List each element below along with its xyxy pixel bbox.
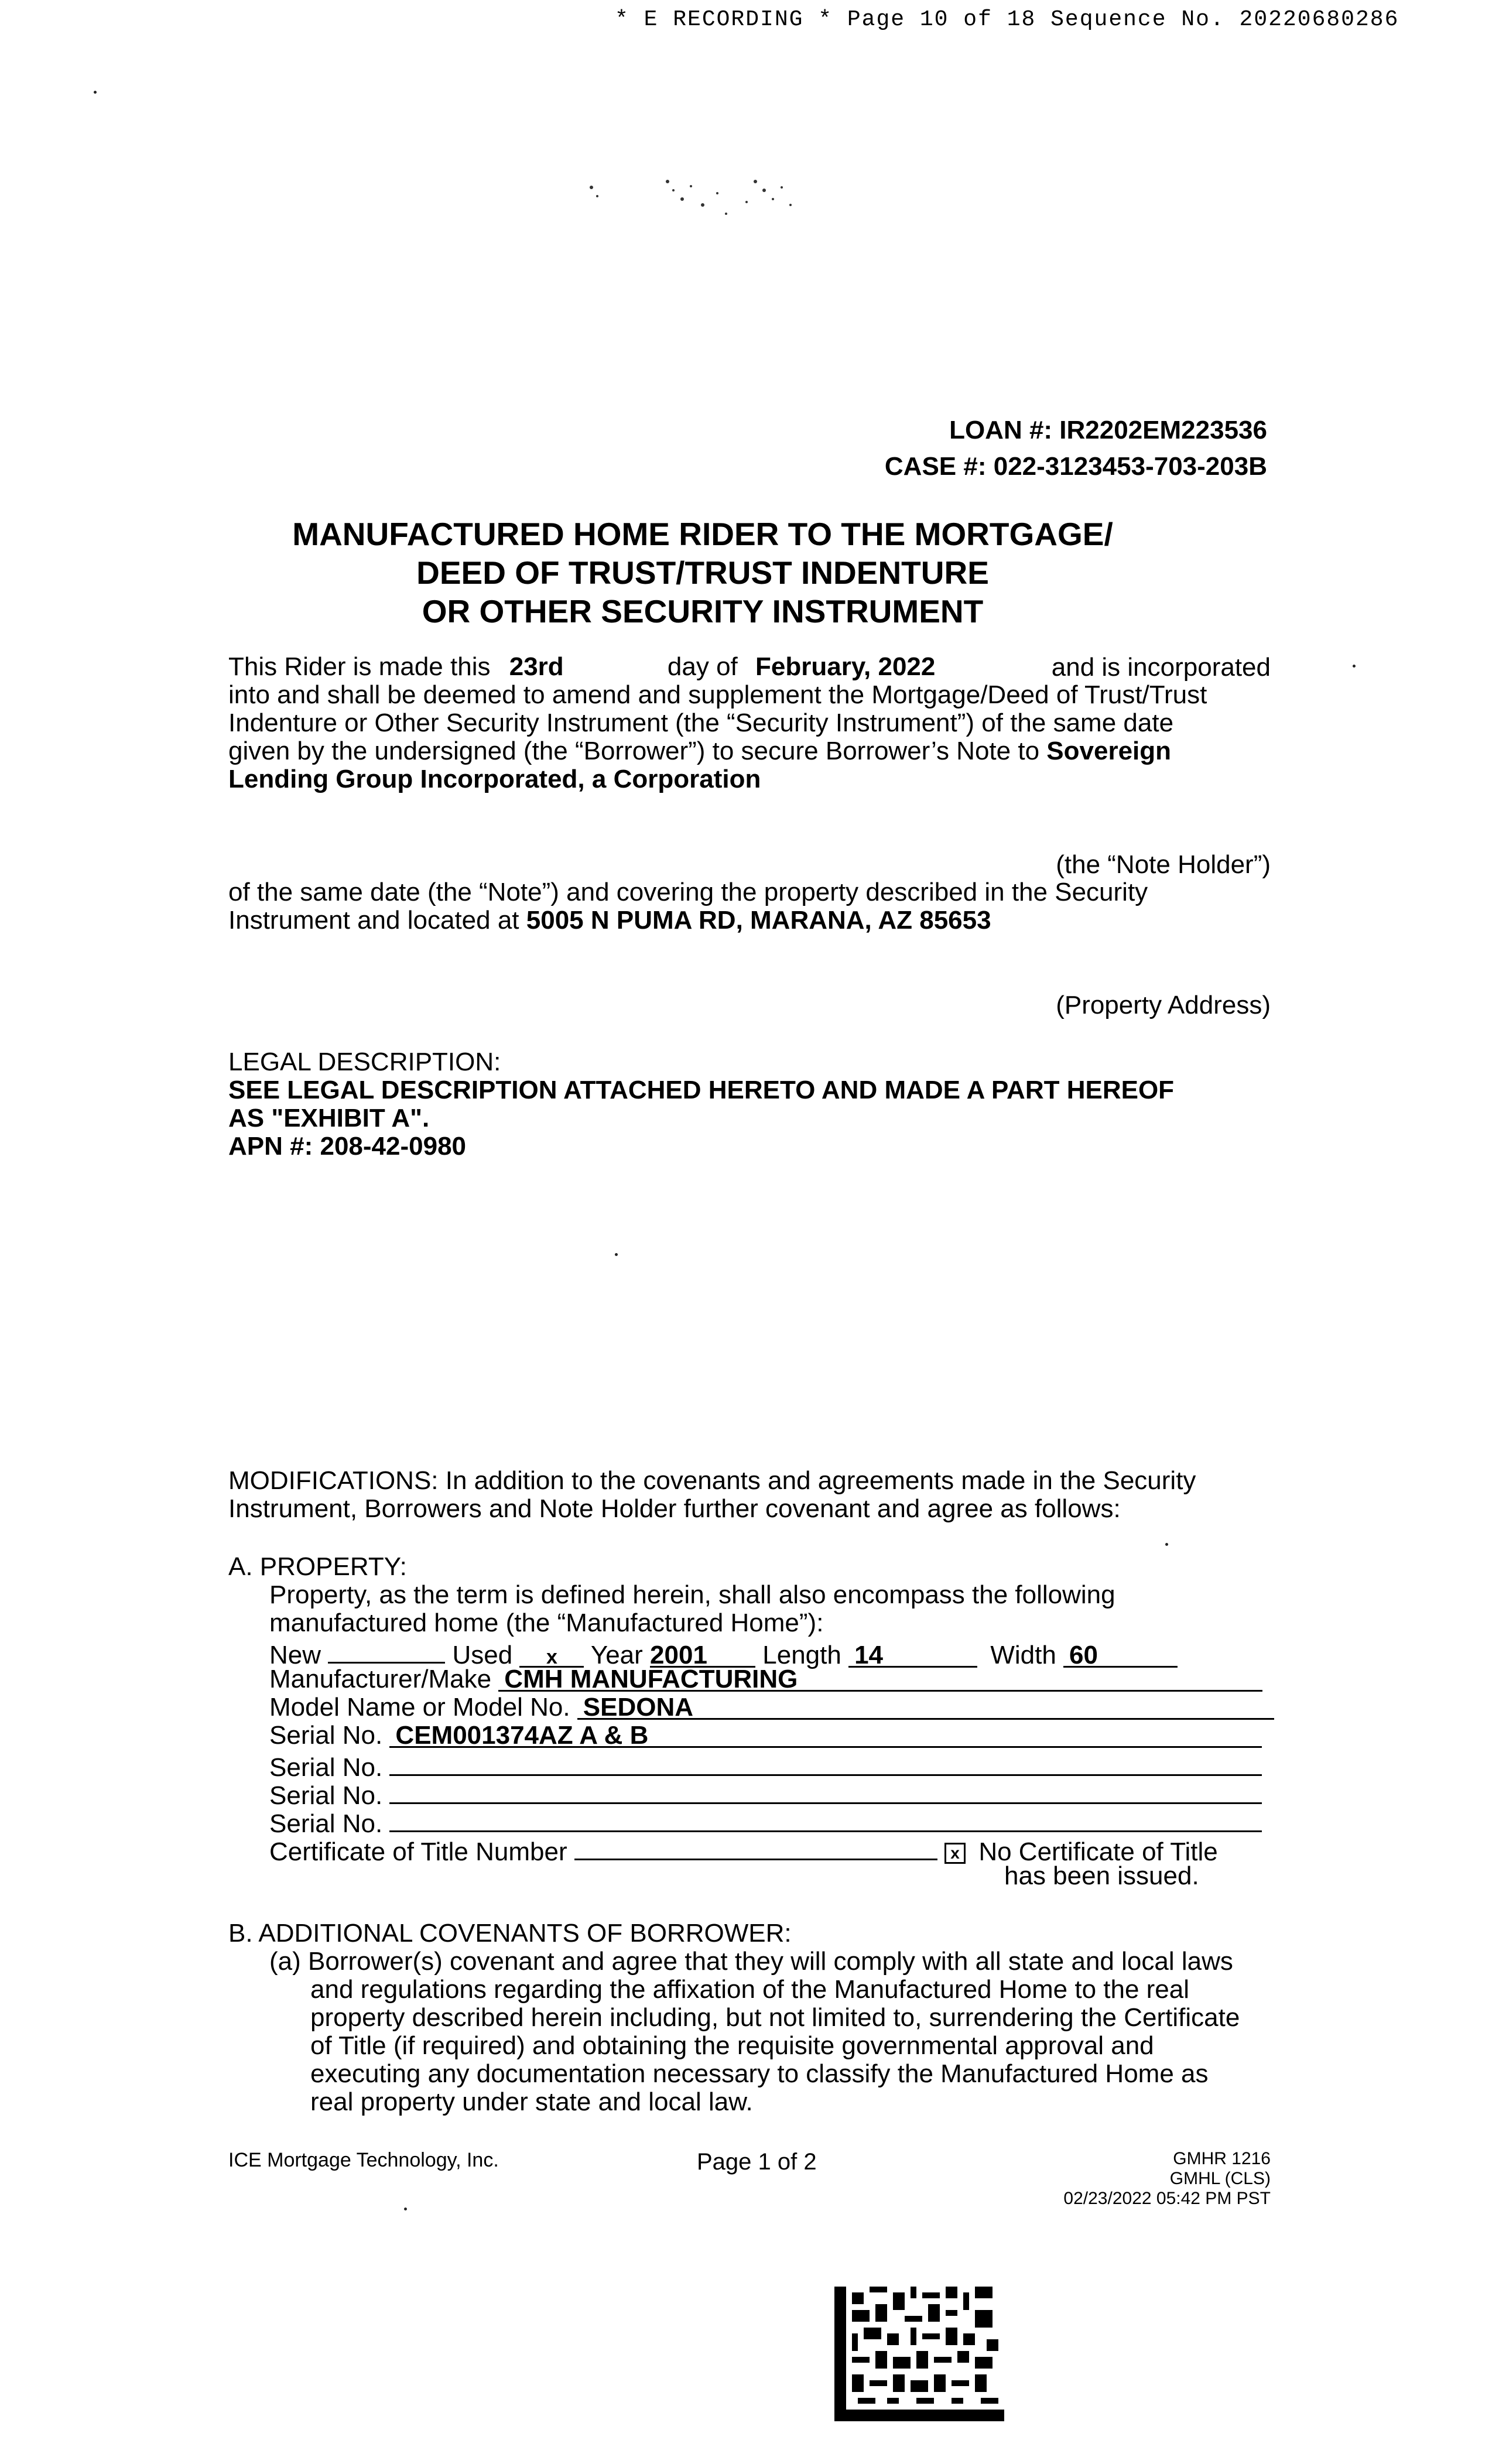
footer-page: Page 1 of 2	[697, 2149, 817, 2175]
legal-line1: SEE LEGAL DESCRIPTION ATTACHED HERETO AND MADE A PART HEREOF	[228, 1076, 1175, 1104]
serial-row-3	[269, 1778, 1262, 1810]
width-value: 60	[1063, 1641, 1178, 1668]
new-label: New	[269, 1641, 321, 1669]
form-timestamp: 02/23/2022 05:42 PM PST	[1063, 2189, 1271, 2208]
intro-line4-text: given by the undersigned (the “Borrower”) to secure Borrower’s Note to	[228, 737, 1040, 765]
apn-number: APN #: 208-42-0980	[228, 1132, 467, 1161]
intro-line2: into and shall be deemed to amend and supplement the Mortgage/Deed of Trust/Trust	[228, 680, 1207, 709]
lender-name-a: Sovereign	[1046, 737, 1172, 765]
property-address-label: (Property Address)	[1056, 991, 1271, 1019]
section-b-line5: executing any documentation necessary to classify the Manufactured Home as	[310, 2059, 1209, 2088]
model-row	[269, 1693, 1274, 1722]
loan-number: LOAN #: IR2202EM223536	[949, 416, 1267, 444]
intro-line4	[228, 737, 1171, 765]
scan-speck	[94, 91, 97, 94]
serial-label-4: Serial No.	[269, 1809, 383, 1838]
note-line1: of the same date (the “Note”) and covering the property described in the Security	[228, 878, 1148, 906]
no-certificate-label: No Certificate of Title	[978, 1837, 1218, 1866]
legal-heading: LEGAL DESCRIPTION:	[228, 1048, 501, 1076]
section-a-line1: Property, as the term is defined herein, shall also encompass the following	[269, 1580, 1115, 1609]
section-b-line3: property described herein including, but not limited to, surrendering the Certificate	[310, 2003, 1240, 2032]
model-label: Model Name or Model No.	[269, 1693, 570, 1722]
manufacturer-value: CMH MANUFACTURING	[498, 1665, 1262, 1692]
serial-field-3	[389, 1778, 1262, 1804]
serial-value-1: CEM001374AZ A & B	[389, 1722, 1262, 1748]
rider-day: 23rd	[509, 652, 564, 681]
section-b-line2: and regulations regarding the affixation of the Manufactured Home to the real	[310, 1975, 1190, 2004]
document-title-line3: OR OTHER SECURITY INSTRUMENT	[422, 593, 984, 629]
used-label: Used	[452, 1641, 513, 1669]
note-line2	[228, 906, 991, 935]
serial-row-4	[269, 1806, 1262, 1838]
no-certificate-checkbox[interactable]: x	[944, 1843, 966, 1864]
modifications-line1: MODIFICATIONS: In addition to the covenants and agreements made in the Security	[228, 1466, 1196, 1495]
manufacturer-row	[269, 1665, 1262, 1693]
width-label: Width	[990, 1641, 1056, 1669]
year-value: 2001	[650, 1641, 755, 1668]
section-b-line4: of Title (if required) and obtaining the requisite governmental approval and	[310, 2031, 1154, 2060]
serial-field-2	[389, 1750, 1262, 1776]
property-address: 5005 N PUMA RD, MARANA, AZ 85653	[526, 906, 991, 935]
recording-stamp: * E RECORDING * Page 10 of 18 Sequence No. 20220680286	[615, 7, 1399, 32]
legal-line2: AS "EXHIBIT A".	[228, 1104, 430, 1132]
intro-line1	[228, 653, 935, 681]
document-title-line1: MANUFACTURED HOME RIDER TO THE MORTGAGE/	[292, 516, 1113, 552]
serial-field-4	[389, 1806, 1262, 1832]
serial-label-2: Serial No.	[269, 1753, 383, 1782]
section-a-line2: manufactured home (the “Manufactured Home”):	[269, 1609, 824, 1637]
scan-speck	[404, 2208, 407, 2210]
lender-name-b: Lending Group Incorporated, a Corporation	[228, 765, 761, 793]
note-holder-label: (the “Note Holder”)	[1056, 850, 1271, 879]
intro-line3: Indenture or Other Security Instrument (the “Security Instrument”) of the same date	[228, 709, 1174, 737]
scan-speck	[1165, 1543, 1168, 1546]
year-label: Year	[590, 1641, 643, 1669]
scan-noise	[580, 170, 843, 240]
model-value: SEDONA	[577, 1693, 1274, 1720]
case-number: CASE #: 022-3123453-703-203B	[884, 452, 1267, 481]
length-label: Length	[762, 1641, 841, 1669]
note-line2-text: Instrument and located at	[228, 906, 519, 935]
serial-row-2	[269, 1750, 1262, 1782]
scan-speck	[1353, 665, 1356, 668]
form-code-1: GMHR 1216	[1173, 2149, 1271, 2168]
manufacturer-label: Manufacturer/Make	[269, 1665, 492, 1693]
serial-label-1: Serial No.	[269, 1721, 383, 1750]
section-b-line1: (a) Borrower(s) covenant and agree that they will comply with all state and local laws	[269, 1947, 1233, 1976]
footer-form-code	[1063, 2149, 1271, 2209]
used-field	[519, 1641, 584, 1668]
section-b-line6: real property under state and local law.	[310, 2087, 753, 2116]
form-code-2: GMHL (CLS)	[1169, 2169, 1271, 2188]
section-a-heading: A. PROPERTY:	[228, 1552, 407, 1581]
modifications-line2: Instrument, Borrowers and Note Holder further covenant and agree as follows:	[228, 1494, 1121, 1523]
scan-speck	[615, 1253, 618, 1256]
serial-label-3: Serial No.	[269, 1781, 383, 1810]
new-field	[328, 1637, 445, 1664]
length-value: 14	[848, 1641, 977, 1668]
intro-text-c: and is incorporated	[1051, 653, 1271, 682]
barcode-icon	[834, 2287, 1004, 2421]
document-title-line2: DEED OF TRUST/TRUST INDENTURE	[416, 555, 989, 591]
used-mark: x	[546, 1646, 557, 1668]
intro-text-a: This Rider is made this	[228, 652, 491, 681]
certificate-field	[574, 1834, 937, 1860]
footer-company: ICE Mortgage Technology, Inc.	[228, 2149, 499, 2171]
section-b-heading: B. ADDITIONAL COVENANTS OF BORROWER:	[228, 1919, 792, 1948]
certificate-label: Certificate of Title Number	[269, 1837, 567, 1866]
intro-text-b: day of	[667, 652, 738, 681]
rider-date: February, 2022	[755, 652, 936, 681]
no-certificate-label-2: has been issued.	[1004, 1861, 1199, 1890]
serial-row-1	[269, 1722, 1262, 1750]
